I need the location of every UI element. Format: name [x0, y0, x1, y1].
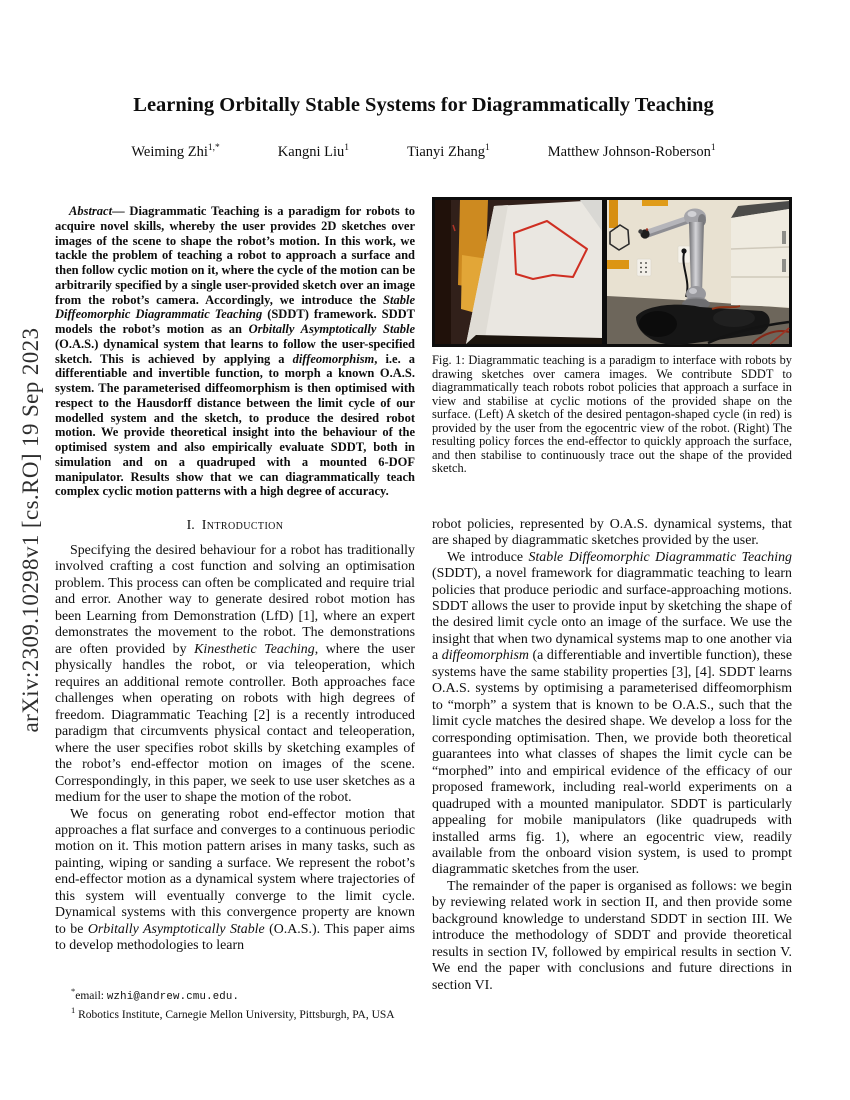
left-photo-egocentric-sketch: [435, 200, 602, 344]
footnote-star: *: [71, 986, 76, 996]
author-kangni-liu: [278, 143, 349, 161]
section-title: Introduction: [201, 518, 284, 533]
footnote-email-address: wzhi@andrew.cmu.edu.: [106, 990, 240, 1003]
author-name: Kangni Liu: [277, 143, 345, 160]
footnote-affiliation: [55, 1005, 415, 1023]
two-column-body: [55, 197, 792, 994]
figure-1: [432, 197, 792, 476]
author-affiliation-mark: 1,*: [207, 143, 220, 153]
arxiv-watermark: arXiv:2309.10298v1 [cs.RO] 19 Sep 2023: [18, 327, 43, 733]
right-photo-robot-scene: [607, 200, 789, 345]
intro-paragraph-1: Specifying the desired behaviour for a robot has traditionally involved crafting a cost function and solving an optimisation problem. This process can often be complicated and require trial and error. Another way to generate desired robot motion has been Learning from Demonstration (LfD) [1], where an expert demonstrates the movement to the robot. The demonstrations are often provided by Kinesthetic Teaching, where the user physically handles the robot, or via teleoperation, which requires an additional remote controller. Both approaches face challenges when operating on robots with high degrees of freedom. Diagrammatic Teaching [2] is a recently introduced paradigm that circumvents physical contact and teleoperation, where the user specifies robot skills by sketching examples of the robot’s end-effector motion on images of the scene. Correspondingly, in this paper, we seek to use user sketches as a medium for the user to shape the motion of the robot.: [55, 543, 416, 806]
body-paragraph-continuation: robot policies, represented by O.A.S. dynamical systems, that are shaped by diagrammatic sketches provided by the user.: [432, 516, 792, 549]
footnote-affiliation-mark: 1: [71, 1004, 76, 1015]
cabinet: [731, 209, 789, 307]
author-name: Matthew Johnson-Roberson: [547, 143, 711, 160]
author-list: [55, 143, 792, 161]
footnote-email-label: email:: [75, 989, 107, 1002]
orange-tape: [609, 200, 618, 228]
author-matthew-johnson-roberson: [548, 143, 716, 161]
footnote-email: [55, 986, 415, 1005]
paper-title: Learning Orbitally Stable Systems for Diagrammatically Teaching: [133, 94, 714, 116]
footnotes: [55, 986, 415, 1022]
author-affiliation-mark: 1: [344, 143, 349, 153]
orange-tape: [642, 200, 668, 206]
section-number: I.: [186, 518, 195, 533]
abstract: Abstract— Diagrammatic Teaching is a paradigm for robots to acquire novel skills, whereby the user provides 2D sketches over images of the scene to shape the robot’s motion. In this work, we tackle the problem of teaching a robot to approach a surface and then follow cyclic motion on it, where the cycle of the motion can be arbitrarily specified by a single user-provided sketch over an image from the robot’s camera. Accordingly, we introduce the Stable Diffeomorphic Diagrammatic Teaching (SDDT) framework. SDDT models the robot’s motion as an Orbitally Asymptotically Stable (O.A.S.) dynamical system that learns to follow the user-specified sketch. This is achieved by applying a diffeomorphism, i.e. a differentiable and invertible function, to morph a known O.A.S. system. The parameterised diffeomorphism is then optimised with respect to the Hausdorff distance between the limit cycle of our modelled system and the sketch, to produce the desired robot motion. We provide theoretical insight into the behaviour of the optimised system and also empirically evaluate SDDT, both in simulation and on a quadruped with a mounted 6-DOF manipulator. Results show that we can diagrammatically teach complex cyclic motion patterns with a high degree of accuracy.: [55, 204, 416, 499]
body-paragraph-sddt: We introduce Stable Diffeomorphic Diagrammatic Teaching (SDDT), a novel framework for diagrammatic teaching to learn policies that produce periodic and surface-approaching motions. SDDT allows the user to provide input by sketching the shape of the desired limit cycle onto an image of the surface. We use the insight that when two dynamical systems map to one another via a diffeomorphism (a differentiable and invertible function), these systems have the same stability properties [3], [4]. SDDT learns O.A.S. systems by optimising a parameterised diffeomorphism to “morph” a system that is known to be O.A.S., such that the limit cycle matches the desired shape. We develop a loss for the corresponding optimisation. Then, we provide both theoretical guarantees into what classes of shapes the limit cycle can be “morphed” into and empirical evidence of the efficacy of our proposed framework, including real-world experiments on a quadruped with a mounted manipulator. SDDT is particularly appealing for mobile manipulators (like quadrupeds with installed arms fig. 1), where an egocentric view, readily available from the onboard vision system, is used to prompt diagrammatic sketches from the user.: [432, 549, 792, 878]
section-heading-introduction: [55, 518, 415, 534]
figure-1-image: [432, 197, 792, 347]
author-tianyi-zhang: [407, 143, 490, 161]
body-paragraph-outline: The remainder of the paper is organised as follows: we begin by reviewing related work in section II, and then provide some background knowledge to understand SDDT in section III. We introduce the methodology of SDDT and provide theoretical results in section IV, followed by empirical results in section V. We end the paper with conclusions and future directions in section VI.: [432, 878, 792, 993]
figure-1-caption: Fig. 1: Diagrammatic teaching is a paradigm to interface with robots by drawing sketches over camera images. We contribute SDDT to diagrammatically teach robots robot policies that approach a surface in view and stabilise at cyclic motions of the provided shape on the surface. (Left) A sketch of the desired pentagon-shaped cycle (in red) is provided by the user from the egocentric view of the robot. (Right) The resulting policy forces the end-effector to quickly approach the surface, and then stabilise to continuously trace out the shape of the provided sketch.: [432, 353, 792, 476]
author-weiming-zhi: [131, 143, 219, 161]
right-column: [432, 197, 792, 994]
footnote-affiliation-text: Robotics Institute, Carnegie Mellon University, Pittsburgh, PA, USA: [75, 1008, 395, 1021]
author-affiliation-mark: 1: [710, 143, 716, 153]
orange-tape: [607, 260, 629, 269]
author-name: Tianyi Zhang: [407, 143, 486, 160]
left-column: [55, 197, 415, 955]
author-affiliation-mark: 1: [485, 143, 490, 153]
intro-paragraph-2: We focus on generating robot end-effector motion that approaches a flat surface and converges to a continuous periodic motion on it. This motion pattern arises in many tasks, such as painting, wiping or sanding a surface. We represent the robot’s end-effector motion as a dynamical system where trajectories of this system will eventually converge to the limit cycle. Dynamical systems with this convergence property are known to be Orbitally Asymptotically Stable (O.A.S.). This paper aims to develop methodologies to learn: [55, 806, 415, 954]
author-name: Weiming Zhi: [131, 143, 208, 160]
